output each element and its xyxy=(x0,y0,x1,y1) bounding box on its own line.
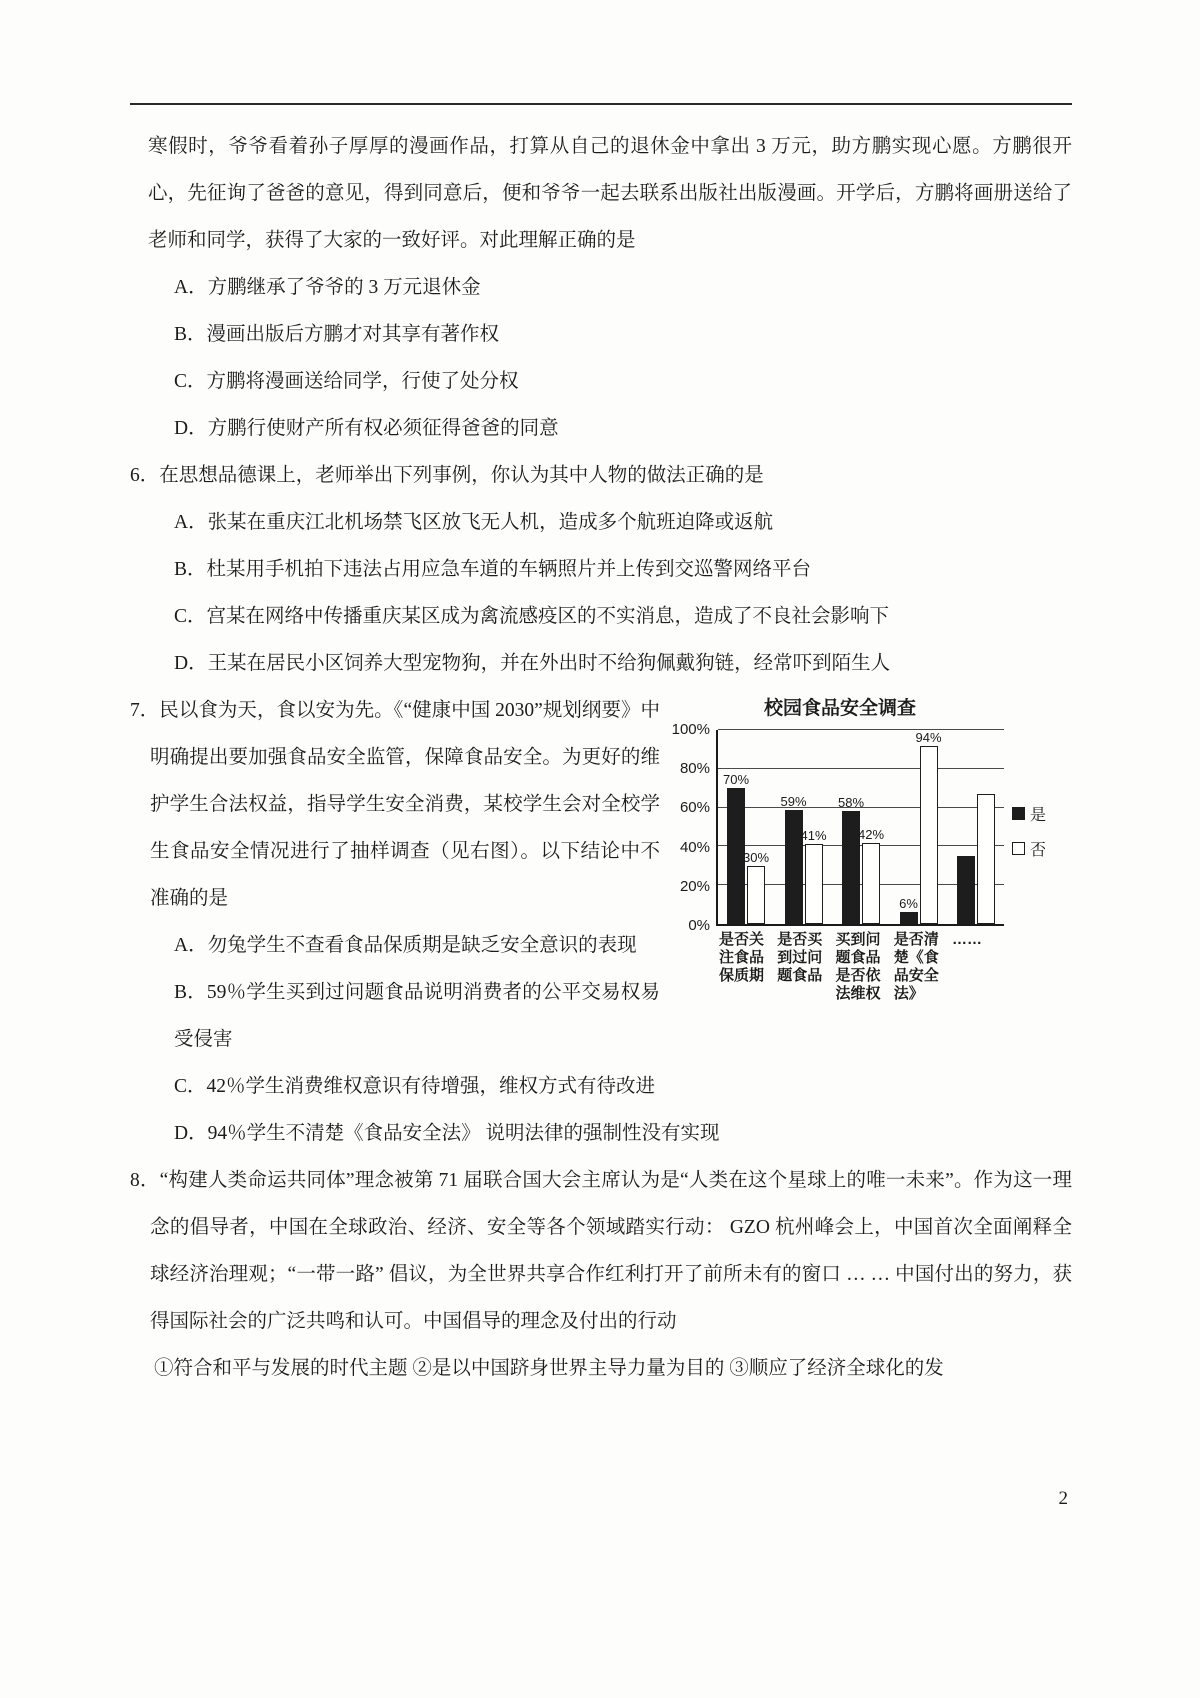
bar-否-0 xyxy=(747,866,765,924)
bar-是-3 xyxy=(900,912,918,924)
bar-value-label: 70% xyxy=(722,772,750,788)
x-category-label: 是否关注食品保质期 xyxy=(719,931,765,984)
bar-value-label: 41% xyxy=(800,828,827,844)
x-category-label: …… xyxy=(952,931,982,948)
question-5-option-b: B．漫画出版后方鹏才对其享有著作权 xyxy=(174,324,500,345)
y-tick-label: 80% xyxy=(679,760,710,778)
y-tick-label: 20% xyxy=(679,877,710,895)
bar-value-label: 94% xyxy=(915,730,942,745)
question-7 xyxy=(130,687,1072,1157)
y-tick-label: 0% xyxy=(688,917,710,934)
header-rule xyxy=(130,103,1072,105)
question-8-choices: ①符合和平与发展的时代主题 ②是以中国跻身世界主导力量为目的 ③顺应了经济全球化的发 xyxy=(154,1358,944,1379)
x-category-label: 是否买到过问题食品 xyxy=(777,931,823,984)
question-6-option-d: D．王某在居民小区饲养大型宠物狗，并在外出时不给狗佩戴狗链，经常吓到陌生人 xyxy=(174,653,891,674)
bar-group xyxy=(956,730,996,924)
bar-column xyxy=(915,730,942,924)
legend-swatch-yes xyxy=(1012,807,1025,820)
x-category-label: 是否清楚《食品安全法》 xyxy=(893,931,939,1002)
chart-x-labels xyxy=(716,926,1004,1003)
bar-column xyxy=(800,730,827,924)
question-7-option-a: A．勿兔学生不查看食品保质期是缺乏安全意识的表现 xyxy=(174,935,637,956)
bar-group xyxy=(899,730,942,924)
bar-value-label: 6% xyxy=(899,896,918,912)
y-tick-label: 100% xyxy=(671,721,710,738)
question-7-option-c: C．42％学生消费维权意识有待增强，维权方式有待改进 xyxy=(174,1076,656,1097)
legend-label: 是 xyxy=(1030,807,1047,824)
bar-column xyxy=(780,730,807,924)
bar-group xyxy=(837,730,885,924)
chart-title: 校园食品安全调查 xyxy=(763,698,916,719)
bar-column xyxy=(956,730,976,924)
bar-column xyxy=(899,730,919,924)
bar-group xyxy=(722,730,770,924)
bar-column xyxy=(857,730,885,924)
question-5-option-c: C．方鹏将漫画送给同学，行使了处分权 xyxy=(174,371,519,392)
y-tick-label: 60% xyxy=(679,799,710,817)
question-6-stem: 6．在思想品德课上，老师举出下列事例，你认为其中人物的做法正确的是 xyxy=(130,465,764,486)
question-7-stem: 7．民以食为天，食以安为先。《“健康中国 2030”规划纲要》中明确提出要加强食品安全监管，保障食品安全。为更好的维护学生合法权益，指导学生安全消费，某校学生会对全校学生食品安全情况进行了抽样调查（见右图）。以下结论中不准确的是 xyxy=(130,700,660,909)
question-5-option-a: A．方鹏继承了爷爷的 3 万元退休金 xyxy=(174,277,481,298)
question-7-option-d: D．94％学生不清楚《食品安全法》 说明法律的强制性没有实现 xyxy=(174,1123,720,1144)
bar-否-3 xyxy=(920,746,938,924)
bar-column xyxy=(722,730,750,924)
bar-value-label: 42% xyxy=(857,826,885,842)
x-category-label: 买到问题食品是否依法维权 xyxy=(835,931,881,1002)
legend-item xyxy=(1012,802,1060,825)
bar-value-label: 30% xyxy=(742,849,770,865)
question-8-stem: 8．“构建人类命运共同体”理念被第 71 届联合国大会主席认为是“人类在这个星球上的唯一未来”。作为这一理念的倡导者，中国在全球政治、经济、安全等各个领域踏实行动： GZO 杭州峰会上，中国首次全面阐释全球经济治理观；“一带一路” 倡议，为全世界共享合作红利打开了前所未有的窗口 … … 中国付出的努力，获得国际社会的广泛共鸣和认可。中国倡导的理念及付出的行动 xyxy=(130,1170,1072,1332)
bar-否-4 xyxy=(977,794,995,924)
question-6-option-a: A．张某在重庆江北机场禁飞区放飞无人机，造成多个航班迫降或返航 xyxy=(174,512,774,533)
question-6-option-c: C．宫某在网络中传播重庆某区成为禽流感疫区的不实消息，造成了不良社会影响下 xyxy=(174,606,890,627)
chart-y-axis xyxy=(668,721,716,934)
bar-value-label: 59% xyxy=(780,793,807,809)
question-5-stem: 寒假时，爷爷看着孙子厚厚的漫画作品，打算从自己的退休金中拿出 3 万元，助方鹏实现心愿。方鹏很开心，先征询了爸爸的意见，得到同意后，便和爷爷一起去联系出版社出版漫画。开学后，方鹏将画册送给了老师和同学，获得了大家的一致好评。对此理解正确的是 xyxy=(148,136,1072,251)
bar-否-2 xyxy=(862,843,880,924)
legend-swatch-no xyxy=(1012,842,1025,855)
bar-value-label: 58% xyxy=(837,795,865,811)
legend-label: 否 xyxy=(1030,842,1047,859)
chart-plot xyxy=(716,730,1004,926)
bar-column xyxy=(742,730,770,924)
bar-group xyxy=(780,730,827,924)
legend-item xyxy=(1012,837,1060,860)
bar-是-1 xyxy=(785,810,803,924)
food-safety-bar-chart xyxy=(668,687,1072,1003)
bar-是-4 xyxy=(957,856,975,924)
page-number: 2 xyxy=(1058,1488,1068,1509)
question-7-option-b: B．59％学生买到过问题食品说明消费者的公平交易权易受侵害 xyxy=(174,982,660,1050)
y-tick-label: 40% xyxy=(679,838,710,856)
question-6-option-b: B．杜某用手机拍下违法占用应急车道的车辆照片并上传到交巡警网络平台 xyxy=(174,559,812,580)
chart-legend xyxy=(1004,730,1060,872)
bar-column xyxy=(976,730,996,924)
question-5-option-d: D．方鹏行使财产所有权必须征得爸爸的同意 xyxy=(174,418,559,439)
bar-否-1 xyxy=(805,844,823,924)
